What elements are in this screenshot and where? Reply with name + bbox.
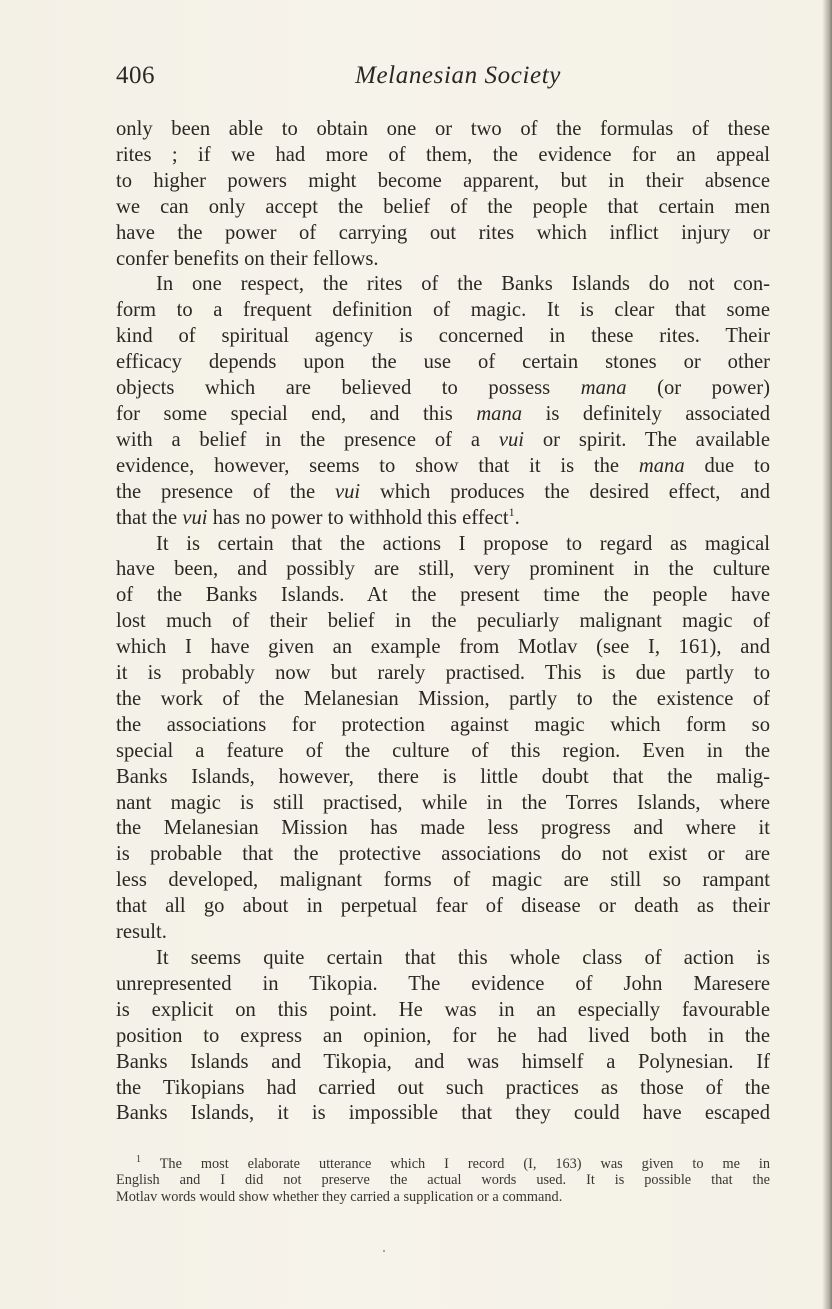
- italic-term: vui: [498, 428, 525, 451]
- text-line: have been, and possibly are still, very prominent in the culture: [116, 558, 770, 581]
- text-line: result.: [116, 921, 167, 944]
- footnote-line: English and I did not preserve the actual words used. It is possible that the: [116, 1172, 770, 1189]
- page-edge-shadow: [822, 0, 832, 1309]
- italic-term: mana: [476, 402, 523, 425]
- italic-term: mana: [580, 377, 627, 400]
- text-line: which I have given an example from Motlav (see I, 161), and: [116, 636, 770, 659]
- text-line: position to express an opinion, for he had lived both in the: [116, 1024, 770, 1047]
- text-line: rites ; if we had more of them, the evidence for an appeal: [116, 143, 770, 166]
- text-line: for some special end, and this mana is definitely associated: [116, 402, 770, 425]
- footnote: [116, 1152, 770, 1205]
- text-line: Banks Islands and Tikopia, and was himself a Polynesian. If: [116, 1050, 770, 1073]
- text-line: only been able to obtain one or two of the formulas of these: [116, 118, 770, 140]
- text-line: less developed, malignant forms of magic are still so rampant: [116, 869, 770, 892]
- running-header: [116, 62, 770, 98]
- italic-term: mana: [638, 454, 685, 477]
- page-number: 406: [116, 62, 155, 89]
- text-line: with a belief in the presence of a vui or spirit. The available: [116, 428, 770, 451]
- footnote-line: Motlav words would show whether they carried a supplication or a command.: [116, 1188, 563, 1205]
- text-line: form to a frequent definition of magic. It is clear that some: [116, 299, 770, 322]
- italic-term: vui: [182, 506, 208, 529]
- body-text: [116, 117, 770, 1127]
- text-line: evidence, however, seems to show that it is the mana due to: [116, 454, 770, 477]
- text-line: that the vui has no power to withhold this effect$^1$.: [116, 504, 520, 529]
- footnote-line: $^1$ The most elaborate utterance which I record (I, 163) was given to me in: [136, 1154, 770, 1172]
- text-line: to higher powers might become apparent, but in their absence: [116, 169, 770, 192]
- text-line: lost much of their belief in the peculiarly malignant magic of: [116, 610, 770, 633]
- text-line: that all go about in perpetual fear of disease or death as their: [116, 895, 770, 918]
- text-line: is probable that the protective associations do not exist or are: [116, 843, 770, 866]
- text-line: objects which are believed to possess mana (or power): [116, 377, 771, 400]
- text-line: the associations for protection against magic which form so: [116, 713, 770, 736]
- text-line: Banks Islands, it is impossible that they could have escaped: [116, 1102, 770, 1125]
- text-line: is explicit on this point. He was in an especially favourable: [116, 998, 770, 1021]
- text-line: unrepresented in Tikopia. The evidence of John Maresere: [116, 972, 770, 995]
- italic-term: vui: [334, 480, 361, 503]
- text-line: efficacy depends upon the use of certain stones or other: [116, 351, 770, 374]
- text-line: the Melanesian Mission has made less progress and where it: [116, 817, 770, 840]
- text-line: the presence of the vui which produces the desired effect, and: [116, 480, 770, 503]
- text-line: we can only accept the belief of the people that certain men: [116, 195, 770, 218]
- text-line: It is certain that the actions I propose to regard as magical: [156, 532, 770, 555]
- text-line: nant magic is still practised, while in the Torres Islands, where: [116, 791, 770, 814]
- text-line: the Tikopians had carried out such practices as those of the: [116, 1076, 770, 1099]
- text-line: the work of the Melanesian Mission, partly to the existence of: [116, 687, 770, 710]
- text-line: special a feature of the culture of this region. Even in the: [116, 739, 770, 762]
- text-line: In one respect, the rites of the Banks Islands do not con-: [156, 273, 770, 296]
- text-line: confer benefits on their fellows.: [116, 247, 379, 270]
- running-title: Melanesian Society: [355, 62, 561, 89]
- text-line: of the Banks Islands. At the present time the people have: [116, 584, 770, 607]
- text-line: Banks Islands, however, there is little doubt that the malig-: [116, 765, 770, 788]
- text-line: have the power of carrying out rites which inflict injury or: [116, 221, 770, 244]
- footnote-number: 1: [136, 1154, 141, 1165]
- text-line: It seems quite certain that this whole class of action is: [156, 947, 770, 969]
- text-line: it is probably now but rarely practised. This is due partly to: [116, 662, 770, 685]
- printing-speck: [383, 1250, 385, 1252]
- footnote-marker: 1: [508, 504, 515, 519]
- text-line: kind of spiritual agency is concerned in these rites. Their: [116, 325, 770, 348]
